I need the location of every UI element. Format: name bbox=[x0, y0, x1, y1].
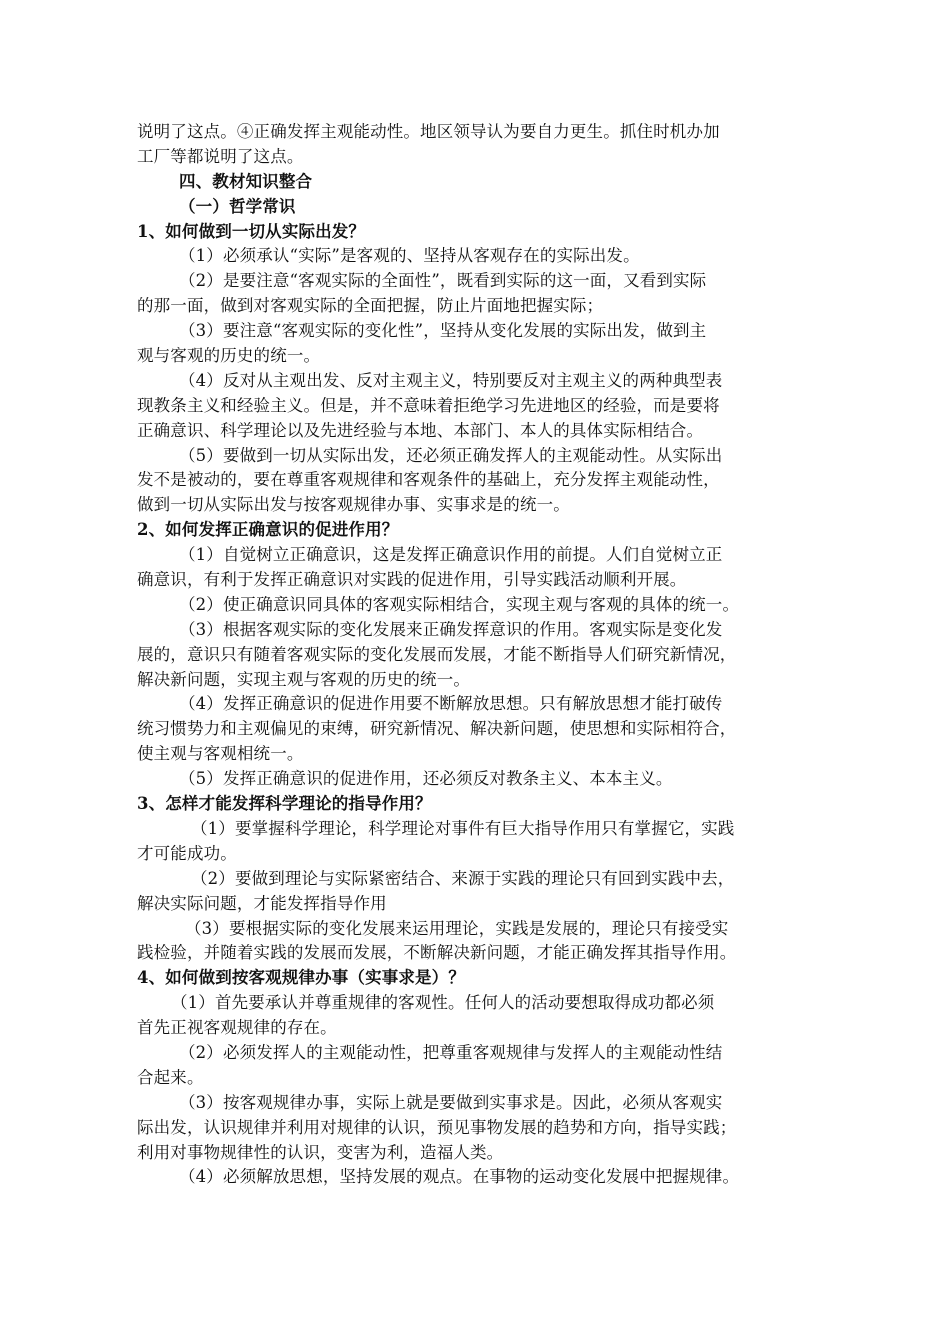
text-line: （1）自觉树立正确意识，这是发挥正确意识作用的前提。人们自觉树立正 bbox=[179, 545, 723, 565]
text-line: （1）要掌握科学理论，科学理论对事件有巨大指导作用只有掌握它，实践 bbox=[191, 818, 735, 838]
text-line: 才可能成功。 bbox=[137, 843, 237, 863]
text-line: （3）要根据实际的变化发展来运用理论，实践是发展的，理论只有接受实 bbox=[185, 918, 729, 938]
text-line: （2）使正确意识同具体的客观实际相结合，实现主观与客观的具体的统一。 bbox=[179, 594, 740, 614]
text-line: （4）反对从主观出发、反对主观主义，特别要反对主观主义的两种典型表 bbox=[179, 370, 723, 390]
section-heading: （一）哲学常识 bbox=[179, 196, 296, 216]
section-heading: 四、教材知识整合 bbox=[179, 171, 313, 191]
text-line: （2）必须发挥人的主观能动性，把尊重客观规律与发挥人的主观能动性结 bbox=[179, 1042, 723, 1062]
text-line: 说明了这点。④正确发挥主观能动性。地区领导认为要自力更生。抓住时机办加 bbox=[137, 122, 720, 141]
text-line: （3）根据客观实际的变化发展来正确发挥意识的作用。客观实际是变化发 bbox=[179, 619, 723, 639]
text-line: 展的，意识只有随着客观实际的变化发展而发展，才能不断指导人们研究新情况， bbox=[137, 644, 737, 664]
text-line: 合起来。 bbox=[137, 1067, 204, 1087]
text-line: （5）要做到一切从实际出发，还必须正确发挥人的主观能动性。从实际出 bbox=[179, 445, 723, 465]
text-line: 正确意识、科学理论以及先进经验与本地、本部门、本人的具体实际相结合。 bbox=[137, 420, 704, 440]
text-line: 工厂等都说明了这点。 bbox=[137, 146, 304, 166]
text-line: （4）发挥正确意识的促进作用要不断解放思想。只有解放思想才能打破传 bbox=[179, 694, 723, 714]
text-line: 观与客观的历史的统一。 bbox=[137, 346, 321, 366]
text-line: 使主观与客观相统一。 bbox=[137, 744, 304, 764]
text-line: （2）要做到理论与实际紧密结合、来源于实践的理论只有回到实践中去， bbox=[191, 868, 735, 888]
text-line: （5）发挥正确意识的促进作用，还必须反对教条主义、本本主义。 bbox=[179, 769, 673, 789]
text-line: （2）是要注意“客观实际的全面性”，既看到实际的这一面，又看到实际 bbox=[179, 271, 707, 291]
text-line: 利用对事物规律性的认识，变害为利，造福人类。 bbox=[137, 1142, 504, 1162]
text-line: 发不是被动的，要在尊重客观规律和客观条件的基础上，充分发挥主观能动性， bbox=[137, 470, 720, 490]
text-line: 际出发，认识规律并利用对规律的认识，预见事物发展的趋势和方向，指导实践； bbox=[137, 1117, 737, 1137]
document-page bbox=[137, 120, 821, 1190]
section-heading: 2、如何发挥正确意识的促进作用？ bbox=[137, 520, 399, 540]
text-line: 首先正视客观规律的存在。 bbox=[137, 1018, 337, 1038]
text-line: 统习惯势力和主观偏见的束缚，研究新情况、解决新问题，使思想和实际相符合， bbox=[137, 719, 737, 739]
text-line: （3）要注意“客观实际的变化性”，坚持从变化发展的实际出发，做到主 bbox=[179, 321, 707, 341]
text-line: 做到一切从实际出发与按客观规律办事、实事求是的统一。 bbox=[137, 495, 570, 515]
text-line: 解决新问题，实现主观与客观的历史的统一。 bbox=[137, 669, 470, 689]
text-line: 现教条主义和经验主义。但是，并不意味着拒绝学习先进地区的经验，而是要将 bbox=[137, 395, 720, 415]
text-line: 的那一面，做到对客观实际的全面把握，防止片面地把握实际； bbox=[137, 296, 604, 316]
text-line: （4）必须解放思想，坚持发展的观点。在事物的运动变化发展中把握规律。 bbox=[179, 1167, 740, 1187]
text-line: （1）必须承认“实际”是客观的、坚持从客观存在的实际出发。 bbox=[179, 246, 640, 266]
section-heading: 4、如何做到按客观规律办事（实事求是）？ bbox=[137, 968, 465, 988]
text-line: （3）按客观规律办事，实际上就是要做到实事求是。因此，必须从客观实 bbox=[179, 1092, 723, 1112]
text-line: 解决实际问题，才能发挥指导作用 bbox=[137, 893, 387, 913]
section-heading: 3、怎样才能发挥科学理论的指导作用？ bbox=[137, 794, 432, 814]
text-line: 践检验，并随着实践的发展而发展，不断解决新问题，才能正确发挥其指导作用。 bbox=[137, 943, 737, 963]
text-line: （1）首先要承认并尊重规律的客观性。任何人的活动要想取得成功都必须 bbox=[171, 993, 715, 1013]
text-line: 确意识，有利于发挥正确意识对实践的促进作用，引导实践活动顺利开展。 bbox=[137, 570, 687, 590]
section-heading: 1、如何做到一切从实际出发？ bbox=[137, 221, 366, 241]
